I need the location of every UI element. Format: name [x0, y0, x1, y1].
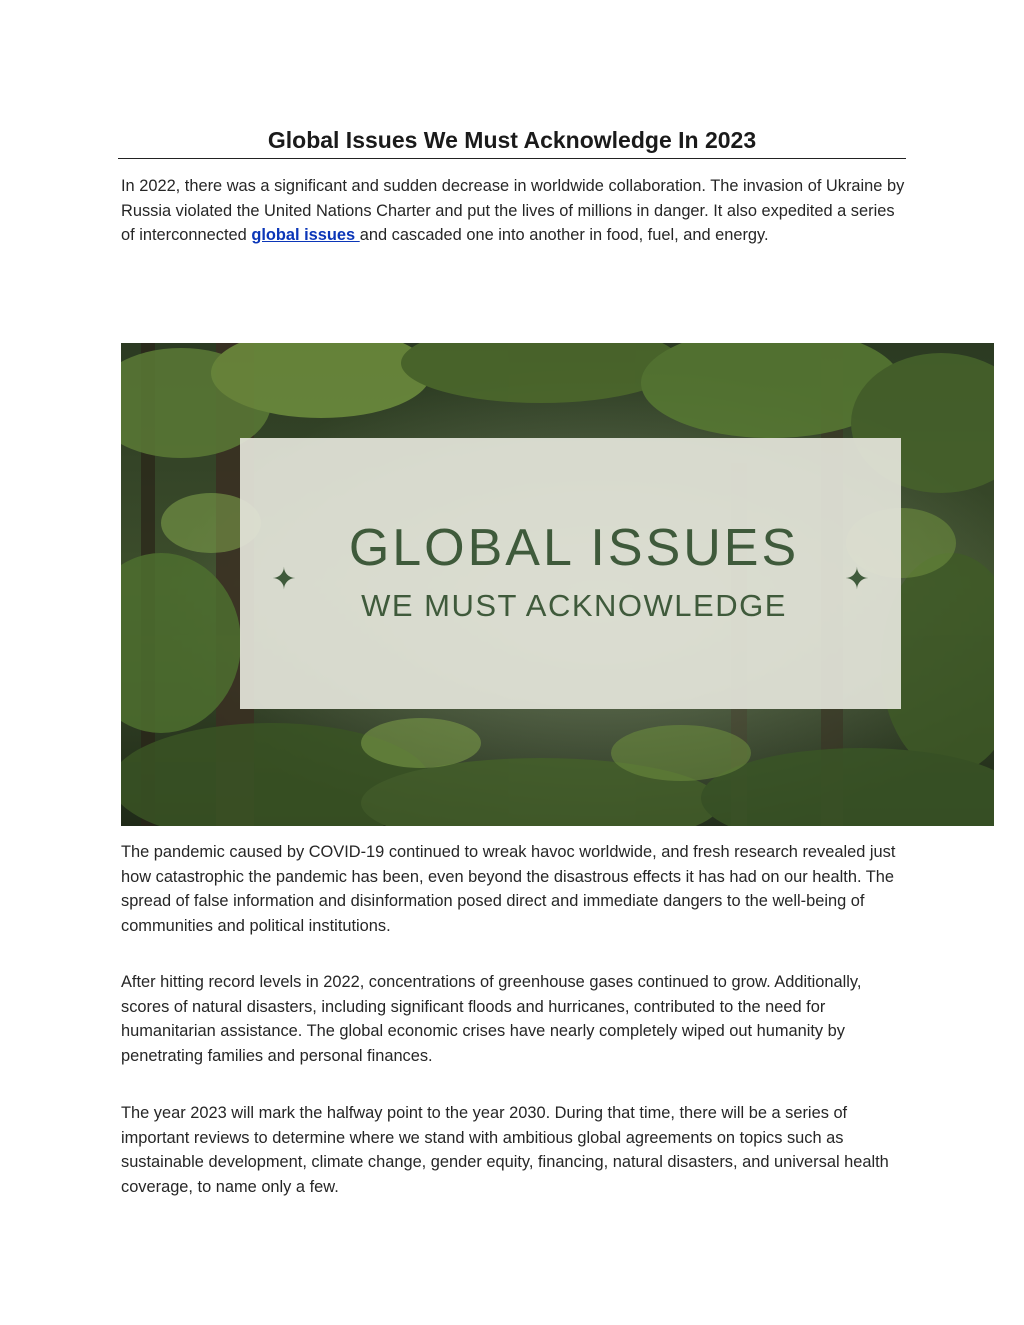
year-2023-paragraph: The year 2023 will mark the halfway point to the year 2030. During that time, there will be a series of important reviews to determine where we stand with ambitious global agreements on topics such as sustainable development, climate change, gender equity, financing, natural disasters, and universal health coverage, to name only a few.: [121, 1104, 889, 1196]
intro-paragraph: [121, 174, 911, 248]
global-issues-link[interactable]: global issues: [251, 226, 360, 244]
sparkle-left-icon: ✦: [271, 562, 297, 597]
banner-headline: GLOBAL ISSUES: [348, 519, 800, 577]
intro-text-after-link: and cascaded one into another in food, fuel, and energy.: [359, 226, 769, 244]
banner-subheadline: WE MUST ACKNOWLEDGE: [361, 588, 787, 623]
intro-text-before-link: In 2022, there was a significant and sudden decrease in worldwide collaboration. The invasion of Ukraine by Russia violated the United Nations Charter and put the lives of millions in danger. It also expedited a series of interconnected: [121, 177, 905, 244]
hero-image: [121, 343, 994, 826]
sparkle-right-icon: ✦: [844, 562, 870, 597]
pandemic-paragraph: The pandemic caused by COVID-19 continued to wreak havoc worldwide, and fresh research revealed just how catastrophic the pandemic has been, even beyond the disastrous effects it has had on our health. The spread of false information and disinformation posed direct and immediate dangers to the well-being of communities and political institutions.: [121, 843, 896, 935]
title-underline: [118, 158, 906, 159]
greenhouse-paragraph: After hitting record levels in 2022, concentrations of greenhouse gases continued to grow. Additionally, scores of natural disasters, including significant floods and hurricanes, contributed to the need for humanitarian assistance. The global economic crises have nearly completely wiped out humanity by penetrating families and personal finances.: [121, 973, 862, 1065]
page-title: Global Issues We Must Acknowledge In 2023: [267, 127, 757, 153]
